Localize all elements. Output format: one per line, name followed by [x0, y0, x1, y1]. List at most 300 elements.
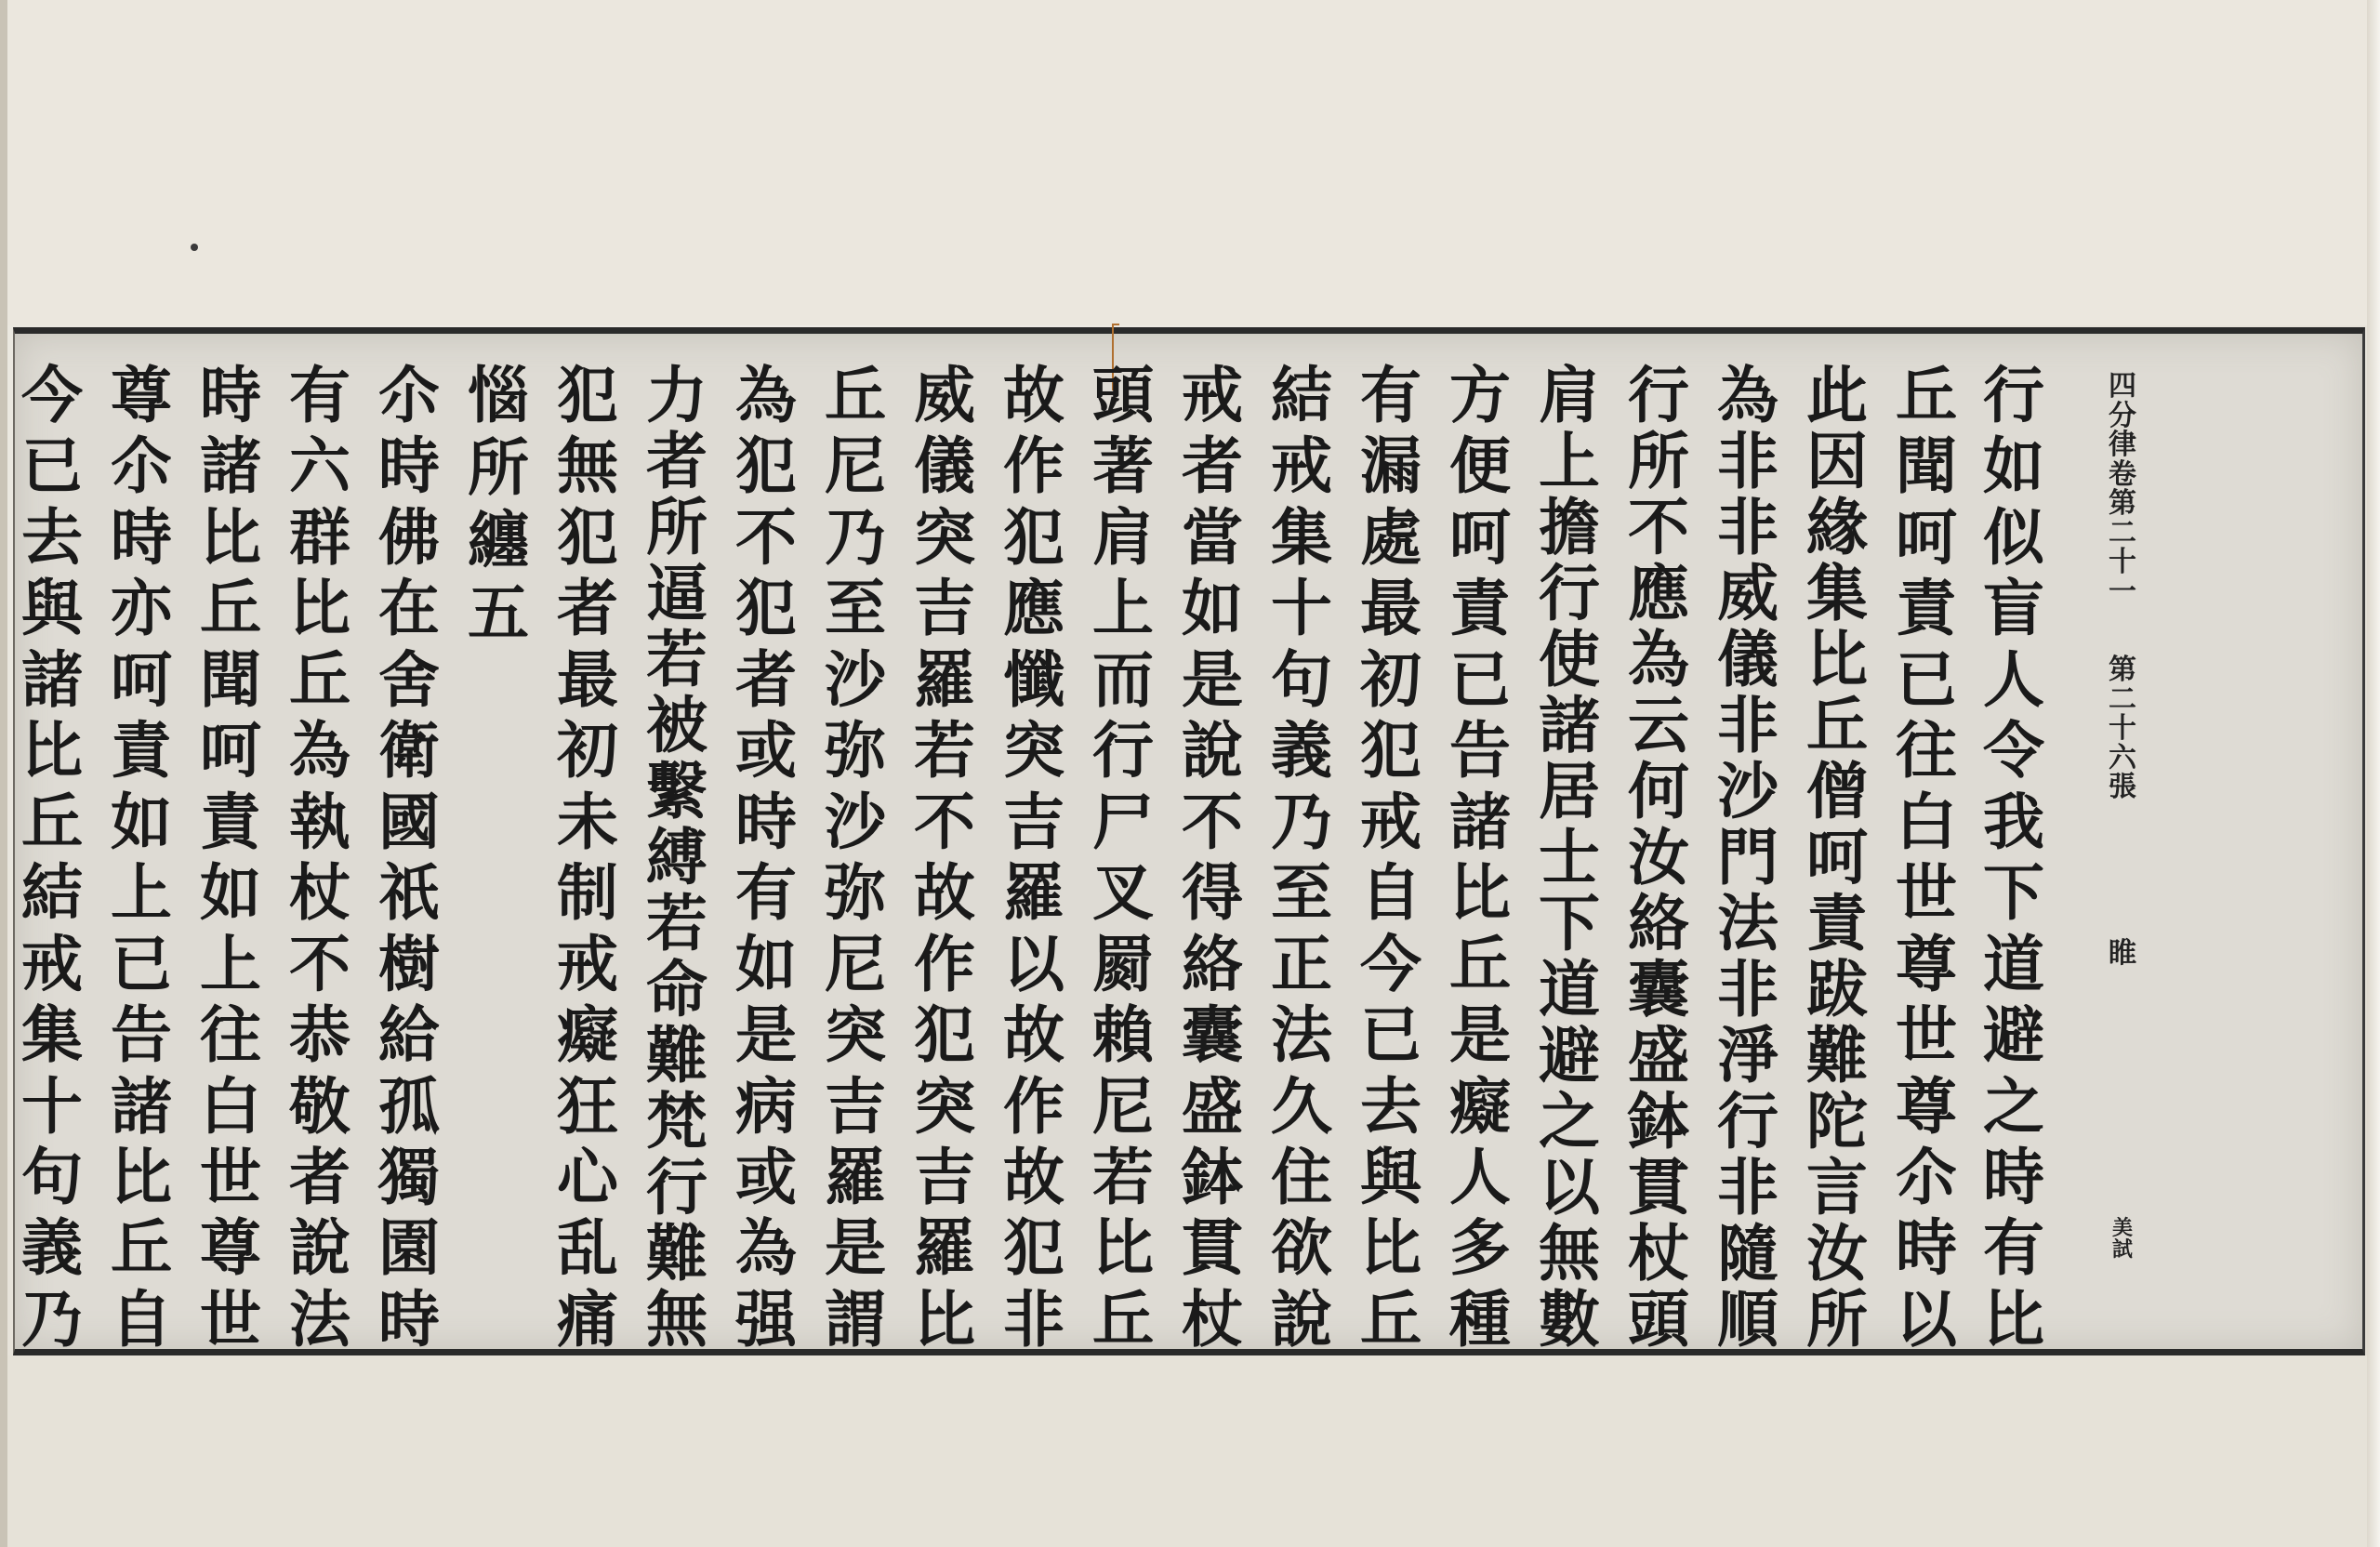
glyph: 法	[1271, 998, 1332, 1072]
page-number	[2090, 655, 2155, 802]
glyph: 久	[1271, 1069, 1332, 1143]
text-column	[1177, 359, 1248, 1355]
glyph: 癡	[557, 998, 618, 1072]
glyph: 犯	[557, 359, 618, 431]
glyph: 杖	[289, 856, 350, 930]
glyph: 如	[1182, 572, 1243, 645]
glyph: 是	[825, 1211, 886, 1285]
glyph: 行	[1717, 1085, 1778, 1157]
glyph: 弥	[825, 856, 886, 930]
glyph: 上	[1539, 425, 1600, 497]
glyph: 杖	[1182, 1282, 1243, 1355]
glyph: 敬	[289, 1069, 350, 1143]
glyph: 尊	[1896, 1069, 1957, 1143]
glyph: 白	[1896, 785, 1957, 858]
glyph: 獨	[378, 1140, 440, 1213]
glyph: 尊	[1896, 927, 1957, 1000]
glyph: 比	[914, 1282, 975, 1355]
glyph: 人	[1983, 642, 2044, 716]
glyph: 若	[1092, 1140, 1154, 1213]
glyph: 諸	[111, 1069, 172, 1143]
text-column	[731, 359, 801, 1355]
glyph: 狂	[557, 1069, 618, 1143]
glyph: 心	[557, 1140, 618, 1213]
glyph: 初	[557, 714, 618, 787]
glyph: 此	[1806, 359, 1868, 431]
glyph: 緣	[1806, 491, 1868, 563]
glyph: 集	[21, 998, 83, 1072]
glyph: 去	[21, 500, 83, 574]
left-page-edge	[0, 0, 7, 1547]
carver-name	[2090, 1218, 2155, 1261]
glyph: 非	[1717, 689, 1778, 761]
glyph: 住	[1271, 1140, 1332, 1213]
glyph: 以	[1003, 927, 1064, 1000]
glyph: 張	[2109, 771, 2136, 803]
glyph: 衛	[378, 714, 440, 787]
glyph: 行	[1092, 714, 1154, 787]
glyph: 者	[735, 642, 797, 716]
glyph: 有	[289, 359, 350, 431]
glyph: 無	[646, 1283, 707, 1355]
glyph: 盛	[1628, 1019, 1689, 1091]
glyph: 尊	[200, 1211, 261, 1285]
glyph: 肩	[1092, 500, 1154, 574]
glyph: 者	[646, 425, 707, 497]
glyph: 五	[468, 576, 529, 649]
glyph: 丘	[1360, 1282, 1421, 1355]
glyph: 佛	[378, 500, 440, 574]
glyph: 句	[21, 1140, 83, 1213]
glyph: 痛	[557, 1282, 618, 1355]
glyph: 沙	[1717, 755, 1778, 827]
glyph: 四	[2109, 370, 2136, 403]
glyph: 世	[1896, 998, 1957, 1072]
glyph: 突	[914, 1069, 975, 1143]
glyph: 非	[1717, 491, 1778, 563]
glyph: 與	[1360, 1140, 1421, 1213]
text-column	[552, 359, 623, 1355]
glyph: 故	[914, 856, 975, 930]
glyph: 丘	[21, 785, 83, 858]
glyph: 今	[1360, 927, 1421, 1000]
glyph: 欲	[1271, 1211, 1332, 1285]
text-column	[1355, 359, 1426, 1355]
glyph: 睢	[2109, 937, 2136, 970]
glyph: 呵	[200, 714, 261, 787]
glyph: 難	[646, 1019, 707, 1091]
volume-title	[2090, 372, 2155, 606]
glyph: 尼	[825, 927, 886, 1000]
glyph: 戒	[1182, 359, 1243, 431]
glyph: 法	[1717, 887, 1778, 959]
glyph: 已	[1896, 642, 1957, 716]
glyph: 我	[1983, 785, 2044, 858]
glyph: 為	[735, 1211, 797, 1285]
text-column	[820, 359, 891, 1355]
top-margin	[0, 0, 2380, 325]
glyph: 惱	[468, 359, 529, 431]
glyph: 所	[646, 491, 707, 563]
glyph: 囊	[1628, 953, 1689, 1025]
text-column	[1445, 359, 1515, 1355]
glyph: 乱	[557, 1211, 618, 1285]
glyph: 已	[1360, 998, 1421, 1072]
glyph: 盲	[1983, 572, 2044, 645]
glyph: 下	[1539, 887, 1600, 959]
glyph: 園	[378, 1211, 440, 1285]
glyph: 故	[1003, 998, 1064, 1072]
glyph: 時	[111, 500, 172, 574]
glyph: 呵	[1896, 500, 1957, 574]
glyph: 孤	[378, 1069, 440, 1143]
glyph: 不	[914, 785, 975, 858]
glyph: 十	[2109, 712, 2136, 745]
glyph: 尸	[1092, 785, 1154, 858]
glyph: 責	[200, 785, 261, 858]
text-column	[463, 359, 534, 1350]
glyph: 以	[1896, 1282, 1957, 1355]
glyph: 十	[2109, 546, 2136, 578]
glyph: 順	[1717, 1283, 1778, 1355]
glyph: 上	[1092, 572, 1154, 645]
glyph: 為	[1717, 359, 1778, 431]
glyph: 丘	[289, 642, 350, 716]
glyph: 無	[557, 430, 618, 503]
glyph: 一	[2109, 575, 2136, 608]
glyph: 者	[1182, 430, 1243, 503]
glyph: 病	[735, 1069, 797, 1143]
glyph: 正	[1271, 927, 1332, 1000]
glyph: 與	[21, 572, 83, 645]
text-column	[106, 359, 177, 1355]
glyph: 尼	[1092, 1069, 1154, 1143]
glyph: 比	[1360, 1211, 1421, 1285]
glyph: 丘	[1806, 689, 1868, 761]
glyph: 第	[2109, 487, 2136, 520]
glyph: 不	[1182, 785, 1243, 858]
glyph: 有	[1983, 1211, 2044, 1285]
glyph: 犯	[1003, 1211, 1064, 1285]
glyph: 丘	[1449, 927, 1511, 1000]
glyph: 行	[646, 1151, 707, 1223]
text-column	[1712, 359, 1783, 1355]
text-column	[195, 359, 266, 1355]
glyph: 非	[1717, 953, 1778, 1025]
glyph: 犯	[914, 998, 975, 1072]
glyph: 如	[735, 927, 797, 1000]
glyph: 二	[2109, 516, 2136, 549]
glyph: 是	[1182, 642, 1243, 716]
glyph: 羅	[914, 642, 975, 716]
glyph: 告	[1449, 714, 1511, 787]
glyph: 應	[1003, 572, 1064, 645]
glyph: 沙	[825, 642, 886, 716]
block-header-strip	[2090, 372, 2155, 1339]
glyph: 道	[1539, 953, 1600, 1025]
glyph: 犯	[1003, 500, 1064, 574]
glyph: 集	[1271, 500, 1332, 574]
glyph: 說	[1182, 714, 1243, 787]
glyph: 乃	[825, 500, 886, 574]
glyph: 十	[1271, 572, 1332, 645]
glyph: 丘	[1896, 359, 1957, 431]
glyph: 初	[1360, 642, 1421, 716]
glyph: 不	[1628, 491, 1689, 563]
glyph: 義	[21, 1211, 83, 1285]
bottom-margin	[0, 1355, 2380, 1547]
glyph: 比	[21, 714, 83, 787]
glyph: 最	[557, 642, 618, 716]
glyph: 頭	[1628, 1283, 1689, 1355]
glyph: 罽	[1092, 927, 1154, 1000]
glyph: 說	[289, 1211, 350, 1285]
glyph: 最	[1360, 572, 1421, 645]
glyph: 突	[1003, 714, 1064, 787]
glyph: 應	[1628, 557, 1689, 629]
glyph: 道	[1983, 927, 2044, 1000]
glyph: 乃	[1271, 785, 1332, 858]
glyph: 云	[1628, 689, 1689, 761]
glyph: 比	[1983, 1282, 2044, 1355]
glyph: 便	[1449, 430, 1511, 503]
glyph: 儀	[1717, 623, 1778, 695]
glyph: 二	[2109, 682, 2136, 716]
glyph: 何	[1628, 755, 1689, 827]
glyph: 擔	[1539, 491, 1600, 563]
glyph: 今	[21, 359, 83, 431]
glyph: 比	[1092, 1211, 1154, 1285]
glyph: 作	[1003, 430, 1064, 503]
glyph: 貫	[1628, 1151, 1689, 1223]
glyph: 句	[1271, 642, 1332, 716]
glyph: 告	[111, 998, 172, 1072]
glyph: 有	[1360, 359, 1421, 431]
text-column	[998, 359, 1069, 1355]
glyph: 鉢	[1628, 1085, 1689, 1157]
glyph: 已	[21, 430, 83, 503]
glyph: 呵	[111, 642, 172, 716]
glyph: 士	[1539, 821, 1600, 893]
glyph: 時	[1896, 1211, 1957, 1285]
glyph: 戒	[1271, 430, 1332, 503]
glyph: 比	[200, 500, 261, 574]
glyph: 門	[1717, 821, 1778, 893]
glyph: 義	[1271, 714, 1332, 787]
glyph: 謂	[825, 1282, 886, 1355]
glyph: 上	[111, 856, 172, 930]
glyph: 呵	[1449, 500, 1511, 574]
glyph: 世	[1896, 856, 1957, 930]
glyph: 法	[289, 1282, 350, 1355]
glyph: 數	[1539, 1283, 1600, 1355]
glyph: 尊	[111, 359, 172, 431]
text-column	[1088, 359, 1158, 1355]
glyph: 方	[1449, 359, 1511, 431]
glyph: 儀	[914, 430, 975, 503]
glyph: 若	[646, 887, 707, 959]
glyph: 自	[1360, 856, 1421, 930]
glyph: 聞	[200, 642, 261, 716]
glyph: 行	[1983, 359, 2044, 431]
glyph: 沙	[825, 785, 886, 858]
glyph: 弥	[825, 714, 886, 787]
text-column	[374, 359, 444, 1355]
glyph: 美	[2111, 1216, 2133, 1240]
glyph: 結	[21, 856, 83, 930]
glyph: 聞	[1896, 430, 1957, 503]
glyph: 吉	[914, 572, 975, 645]
glyph: 亦	[111, 572, 172, 645]
glyph: 難	[1806, 1019, 1868, 1091]
glyph: 囊	[1182, 998, 1243, 1072]
glyph: 尒	[111, 430, 172, 503]
glyph: 故	[1003, 359, 1064, 431]
glyph: 責	[111, 714, 172, 787]
glyph: 責	[1449, 572, 1511, 645]
glyph: 上	[200, 927, 261, 1000]
glyph: 者	[557, 572, 618, 645]
glyph: 命	[646, 953, 707, 1025]
glyph: 强	[735, 1282, 797, 1355]
glyph: 纏	[468, 504, 529, 576]
glyph: 往	[200, 998, 261, 1072]
glyph: 世	[200, 1140, 261, 1213]
glyph: 跋	[1806, 953, 1868, 1025]
glyph: 尒	[378, 359, 440, 431]
glyph: 犯	[735, 572, 797, 645]
glyph: 諸	[21, 642, 83, 716]
glyph: 鉢	[1182, 1140, 1243, 1213]
glyph: 盛	[1182, 1069, 1243, 1143]
glyph: 行	[1539, 557, 1600, 629]
glyph: 因	[1806, 425, 1868, 497]
ink-speck	[191, 244, 198, 251]
glyph: 樹	[378, 927, 440, 1000]
glyph: 所	[468, 431, 529, 504]
text-column	[1802, 359, 1872, 1355]
glyph: 僧	[1806, 755, 1868, 827]
glyph: 卷	[2109, 457, 2136, 491]
right-page-edge	[2367, 0, 2380, 1547]
glyph: 若	[646, 623, 707, 695]
text-column	[1266, 359, 1337, 1355]
glyph: 而	[1092, 642, 1154, 716]
glyph: 羅	[1003, 856, 1064, 930]
glyph: 之	[1983, 1069, 2044, 1143]
glyph: 比	[1806, 623, 1868, 695]
glyph: 言	[1806, 1151, 1868, 1223]
glyph: 時	[378, 430, 440, 503]
glyph: 丘	[111, 1211, 172, 1285]
glyph: 若	[914, 714, 975, 787]
glyph: 無	[1539, 1217, 1600, 1289]
glyph: 說	[1271, 1282, 1332, 1355]
glyph: 祇	[378, 856, 440, 930]
glyph: 羅	[825, 1140, 886, 1213]
glyph: 繫	[646, 755, 707, 827]
glyph: 諸	[1449, 785, 1511, 858]
glyph: 漏	[1360, 430, 1421, 503]
glyph: 非	[1003, 1282, 1064, 1355]
glyph: 群	[289, 500, 350, 574]
glyph: 世	[200, 1282, 261, 1355]
glyph: 有	[735, 856, 797, 930]
glyph: 種	[1449, 1282, 1511, 1355]
glyph: 者	[289, 1140, 350, 1213]
text-column	[909, 359, 980, 1355]
glyph: 癡	[1449, 1069, 1511, 1143]
glyph: 或	[735, 1140, 797, 1213]
glyph: 吉	[1003, 785, 1064, 858]
glyph: 國	[378, 785, 440, 858]
glyph: 避	[1983, 998, 2044, 1072]
glyph: 為	[735, 359, 797, 431]
glyph: 時	[1983, 1140, 2044, 1213]
glyph: 尼	[825, 430, 886, 503]
glyph: 比	[1449, 856, 1511, 930]
glyph: 威	[1717, 557, 1778, 629]
text-column	[1534, 359, 1605, 1355]
glyph: 在	[378, 572, 440, 645]
glyph: 杖	[1628, 1217, 1689, 1289]
text-column	[1623, 359, 1694, 1355]
glyph: 行	[1628, 359, 1689, 431]
glyph: 羅	[914, 1211, 975, 1285]
glyph: 下	[1983, 856, 2044, 930]
text-column	[1978, 359, 2049, 1355]
glyph: 處	[1360, 500, 1421, 574]
glyph: 如	[111, 785, 172, 858]
glyph: 叉	[1092, 856, 1154, 930]
glyph: 力	[646, 359, 707, 431]
glyph: 至	[1271, 856, 1332, 930]
glyph: 絡	[1628, 887, 1689, 959]
glyph: 所	[1628, 425, 1689, 497]
glyph: 非	[1717, 425, 1778, 497]
glyph: 結	[1271, 359, 1332, 431]
text-column	[1891, 359, 1962, 1355]
glyph: 為	[289, 714, 350, 787]
glyph: 絡	[1182, 927, 1243, 1000]
glyph: 頭	[1092, 359, 1154, 431]
glyph: 試	[2111, 1237, 2133, 1263]
glyph: 時	[735, 785, 797, 858]
glyph: 突	[914, 500, 975, 574]
text-column	[641, 359, 712, 1355]
glyph: 往	[1896, 714, 1957, 787]
glyph: 已	[111, 927, 172, 1000]
glyph: 避	[1539, 1019, 1600, 1091]
glyph: 之	[1539, 1085, 1600, 1157]
glyph: 戒	[21, 927, 83, 1000]
glyph: 未	[557, 785, 618, 858]
glyph: 故	[1003, 1140, 1064, 1213]
glyph: 隨	[1717, 1217, 1778, 1289]
glyph: 為	[1628, 623, 1689, 695]
glyph: 所	[1806, 1283, 1868, 1355]
glyph: 恭	[289, 998, 350, 1072]
glyph: 如	[200, 856, 261, 930]
glyph: 吉	[825, 1069, 886, 1143]
glyph: 制	[557, 856, 618, 930]
glyph: 諸	[200, 430, 261, 503]
glyph: 律	[2109, 429, 2136, 461]
glyph: 被	[646, 689, 707, 761]
glyph: 使	[1539, 623, 1600, 695]
glyph: 執	[289, 785, 350, 858]
glyph: 作	[914, 927, 975, 1000]
